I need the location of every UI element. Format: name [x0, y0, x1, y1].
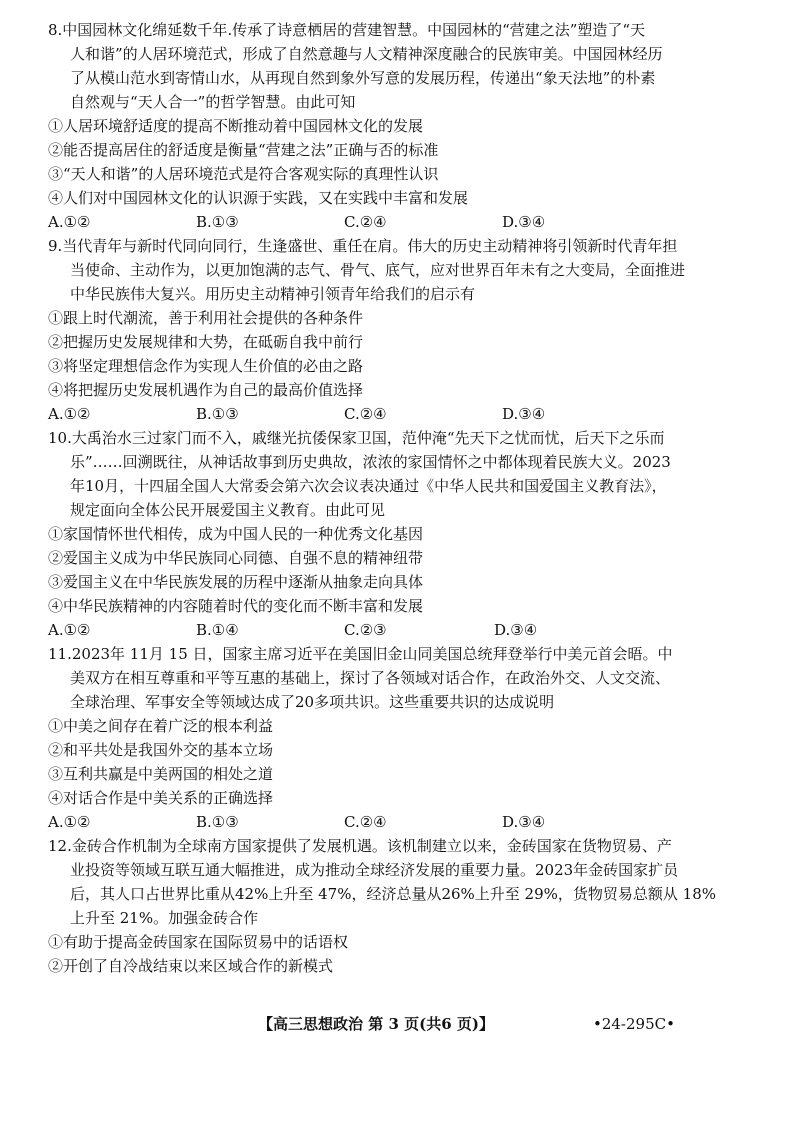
statement-item: ④对话合作是中美关系的正确选择 — [48, 789, 274, 807]
question-stem-line: 年10月，十四届全国人大常委会第六次会议表决通过《中华人民共和国爱国主义教育法》， — [70, 477, 667, 495]
question-stem-line: 规定面向全体公民开展爱国主义教育。由此可见 — [70, 501, 386, 519]
option-c: C.②④ — [344, 405, 387, 423]
option-a: A.①② — [48, 621, 91, 639]
question-stem-line: 8.中国园林文化绵延数千年.传承了诗意栖居的营建智慧。中国园林的“营建之法”塑造了“天 — [48, 21, 646, 39]
question-stem-line: 业投资等领域互联互通大幅推进，成为推动全球经济发展的重要力量。2023年金砖国家扩员 — [70, 861, 679, 879]
question-stem-line: 美双方在相互尊重和平等互惠的基础上，探讨了各领域对话合作，在政治外交、人文交流、 — [70, 669, 671, 687]
question-stem-line: 中华民族伟大复兴。用历史主动精神引领青年给我们的启示有 — [70, 285, 476, 303]
option-a: A.①② — [48, 813, 91, 831]
option-b: B.①④ — [196, 621, 239, 639]
option-b: B.①③ — [196, 213, 239, 231]
question-8 — [48, 18, 758, 234]
page-label: 【高三思想政治 第 3 页(共6 页)】 — [258, 1015, 494, 1033]
question-11 — [48, 642, 758, 834]
statement-item: ①有助于提高金砖国家在国际贸易中的话语权 — [48, 933, 349, 951]
question-stem-line: 后，其人口占世界比重从42%上升至 47%，经济总量从26%上升至 29%，货物贸易总额从 18% — [70, 885, 717, 903]
option-c: C.②④ — [344, 213, 387, 231]
question-stem-line: 自然观与“天人合一”的哲学智慧。由此可知 — [70, 93, 356, 111]
option-d: D.③④ — [494, 621, 538, 639]
question-stem-line: 全球治理、军事安全等领域达成了20多项共识。这些重要共识的达成说明 — [70, 693, 555, 711]
option-a: A.①② — [48, 213, 91, 231]
question-stem-line: 人和谐”的人居环境范式，形成了自然意趣与人文精神深度融合的民族审美。中国园林经历 — [70, 45, 663, 63]
statement-item: ③互利共赢是中美两国的相处之道 — [48, 765, 274, 783]
question-stem-line: 11.2023年 11月 15 日，国家主席习近平在美国旧金山同美国总统拜登举行中美元首会晤。中 — [48, 645, 673, 663]
statement-item: ③“天人和谐”的人居环境范式是符合客观实际的真理性认识 — [48, 165, 439, 183]
statement-item: ②开创了自冷战结束以来区域合作的新模式 — [48, 957, 334, 975]
statement-item: ②爱国主义成为中华民族同心同德、自强不息的精神纽带 — [48, 549, 424, 567]
question-stem-line: 乐”……回溯既往，从神话故事到历史典故，浓浓的家国情怀之中都体现着民族大义。2023 — [70, 453, 671, 471]
answer-options — [48, 810, 758, 834]
option-c: C.②③ — [344, 621, 387, 639]
answer-options — [48, 402, 758, 426]
statement-item: ④人们对中国园林文化的认识源于实践，又在实践中丰富和发展 — [48, 189, 469, 207]
option-c: C.②④ — [344, 813, 387, 831]
question-stem-line: 10.大禹治水三过家门而不入，戚继光抗倭保家卫国，范仲淹“先天下之忧而忧，后天下之乐而 — [48, 429, 665, 447]
question-stem-line: 了从模山范水到寄情山水，从再现自然到象外写意的发展历程，传递出“象天法地”的朴素 — [70, 69, 656, 87]
question-9 — [48, 234, 758, 426]
statement-item: ②能否提高居住的舒适度是衡量“营建之法”正确与否的标准 — [48, 141, 439, 159]
statement-item: ③爱国主义在中华民族发展的历程中逐渐从抽象走向具体 — [48, 573, 424, 591]
statement-item: ①家国情怀世代相传，成为中国人民的一种优秀文化基因 — [48, 525, 424, 543]
option-b: B.①③ — [196, 813, 239, 831]
answer-options — [48, 618, 758, 642]
exam-code: •24-295C• — [593, 1015, 675, 1033]
question-stem-line: 12.金砖合作机制为全球南方国家提供了发展机遇。该机制建立以来，金砖国家在货物贸易、产 — [48, 837, 672, 855]
statement-item: ③将坚定理想信念作为实现人生价值的必由之路 — [48, 357, 364, 375]
statement-item: ④将把握历史发展机遇作为自己的最高价值选择 — [48, 381, 364, 399]
exam-page — [48, 18, 758, 978]
option-d: D.③④ — [502, 405, 546, 423]
option-d: D.③④ — [502, 213, 546, 231]
question-stem-line: 上升至 21%。加强金砖合作 — [70, 909, 259, 927]
question-stem-line: 当使命、主动作为，以更加饱满的志气、骨气、底气，应对世界百年未有之大变局，全面推进 — [70, 261, 686, 279]
statement-item: ①人居环境舒适度的提高不断推动着中国园林文化的发展 — [48, 117, 424, 135]
statement-item: ①跟上时代潮流，善于利用社会提供的各种条件 — [48, 309, 364, 327]
answer-options — [48, 210, 758, 234]
statement-item: ②和平共处是我国外交的基本立场 — [48, 741, 274, 759]
statement-item: ②把握历史发展规律和大势，在砥砺自我中前行 — [48, 333, 364, 351]
statement-item: ①中美之间存在着广泛的根本利益 — [48, 717, 274, 735]
question-12 — [48, 834, 758, 978]
option-d: D.③④ — [502, 813, 546, 831]
option-a: A.①② — [48, 405, 91, 423]
question-10 — [48, 426, 758, 642]
statement-item: ④中华民族精神的内容随着时代的变化而不断丰富和发展 — [48, 597, 424, 615]
question-stem-line: 9.当代青年与新时代同向同行，生逢盛世、重任在肩。伟大的历史主动精神将引领新时代青年担 — [48, 237, 678, 255]
option-b: B.①③ — [196, 405, 239, 423]
